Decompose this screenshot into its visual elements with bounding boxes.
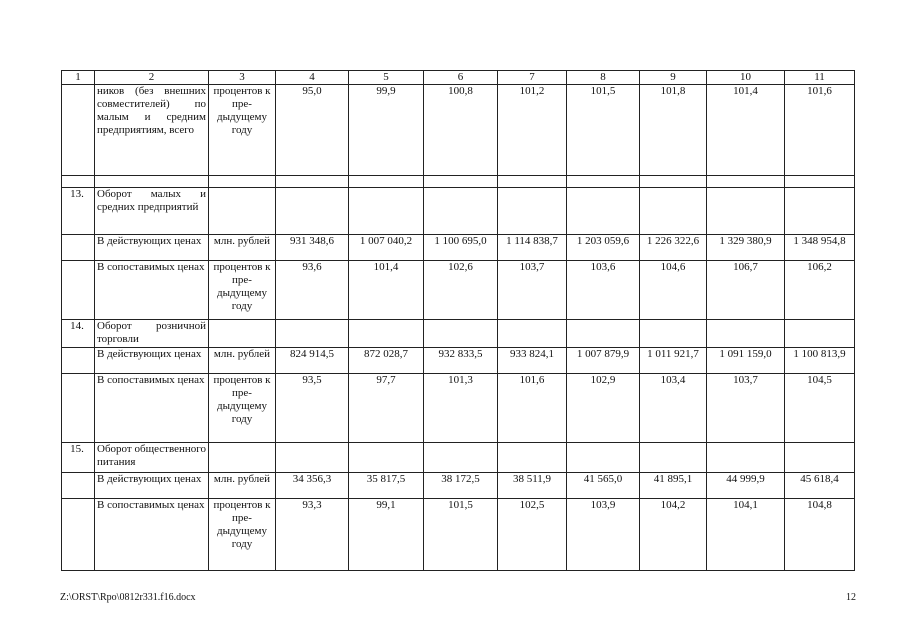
value-cell (785, 320, 855, 348)
table-row (62, 320, 855, 348)
value-cell: 99,1 (349, 499, 424, 571)
value-cell: 102,9 (567, 374, 640, 443)
row-number-cell: 15. (62, 443, 95, 473)
row-number-cell (62, 499, 95, 571)
value-cell: 933 824,1 (498, 348, 567, 374)
value-cell: 35 817,5 (349, 473, 424, 499)
value-cell: 100,8 (424, 85, 498, 176)
value-cell (707, 188, 785, 235)
value-cell (276, 320, 349, 348)
value-cell (276, 176, 349, 188)
row-number-cell (62, 235, 95, 261)
unit-cell (209, 443, 276, 473)
value-cell: 97,7 (349, 374, 424, 443)
header-cell: 10 (707, 71, 785, 85)
value-cell (349, 443, 424, 473)
value-cell (498, 443, 567, 473)
value-cell: 101,4 (707, 85, 785, 176)
value-cell: 1 007 879,9 (567, 348, 640, 374)
row-number-cell (62, 348, 95, 374)
row-number-cell (62, 176, 95, 188)
table-row (62, 85, 855, 176)
value-cell (567, 443, 640, 473)
value-cell: 106,7 (707, 261, 785, 320)
value-cell (707, 320, 785, 348)
header-cell: 4 (276, 71, 349, 85)
value-cell: 99,9 (349, 85, 424, 176)
table-row (62, 473, 855, 499)
header-cell: 8 (567, 71, 640, 85)
value-cell (276, 188, 349, 235)
value-cell (349, 188, 424, 235)
value-cell (707, 443, 785, 473)
value-cell: 1 114 838,7 (498, 235, 567, 261)
value-cell: 931 348,6 (276, 235, 349, 261)
value-cell: 45 618,4 (785, 473, 855, 499)
indicator-cell: В действующих ценах (95, 235, 209, 261)
value-cell (640, 320, 707, 348)
value-cell (424, 443, 498, 473)
table-row (62, 188, 855, 235)
table-row (62, 235, 855, 261)
value-cell: 1 007 040,2 (349, 235, 424, 261)
value-cell: 872 028,7 (349, 348, 424, 374)
value-cell: 102,5 (498, 499, 567, 571)
value-cell: 101,8 (640, 85, 707, 176)
indicator-cell: В действующих ценах (95, 473, 209, 499)
unit-cell: млн. рублей (209, 348, 276, 374)
indicator-cell: Оборот малых и средних предприятий (95, 188, 209, 235)
value-cell (785, 176, 855, 188)
indicator-cell: Оборот общественного питания (95, 443, 209, 473)
unit-cell: млн. рублей (209, 235, 276, 261)
value-cell: 95,0 (276, 85, 349, 176)
table-row (62, 499, 855, 571)
header-cell: 5 (349, 71, 424, 85)
table-row (62, 261, 855, 320)
header-cell: 9 (640, 71, 707, 85)
value-cell: 824 914,5 (276, 348, 349, 374)
value-cell: 1 100 813,9 (785, 348, 855, 374)
value-cell: 93,3 (276, 499, 349, 571)
value-cell: 1 226 322,6 (640, 235, 707, 261)
value-cell (424, 320, 498, 348)
value-cell: 103,7 (498, 261, 567, 320)
header-cell: 1 (62, 71, 95, 85)
table-row (62, 374, 855, 443)
footer-file-path: Z:\ORST\Rpo\0812r331.f16.docx (60, 592, 196, 603)
value-cell (349, 176, 424, 188)
value-cell (567, 188, 640, 235)
row-number-cell: 14. (62, 320, 95, 348)
indicator-cell (95, 176, 209, 188)
row-number-cell (62, 261, 95, 320)
value-cell: 1 348 954,8 (785, 235, 855, 261)
row-number-cell (62, 85, 95, 176)
indicator-cell: В сопоставимых ценах (95, 374, 209, 443)
value-cell: 103,9 (567, 499, 640, 571)
value-cell (424, 176, 498, 188)
header-cell: 2 (95, 71, 209, 85)
value-cell: 1 011 921,7 (640, 348, 707, 374)
header-cell: 7 (498, 71, 567, 85)
value-cell (785, 443, 855, 473)
value-cell: 103,4 (640, 374, 707, 443)
header-row (62, 71, 855, 85)
value-cell: 41 895,1 (640, 473, 707, 499)
value-cell: 93,6 (276, 261, 349, 320)
header-cell: 6 (424, 71, 498, 85)
table-row (62, 443, 855, 473)
indicator-cell: Оборот розничной торговли (95, 320, 209, 348)
value-cell (424, 188, 498, 235)
value-cell (785, 188, 855, 235)
value-cell (349, 320, 424, 348)
value-cell: 93,5 (276, 374, 349, 443)
indicator-cell: В действующих ценах (95, 348, 209, 374)
value-cell: 1 329 380,9 (707, 235, 785, 261)
value-cell: 101,6 (498, 374, 567, 443)
unit-cell: процентов к пре-дыдущему году (209, 374, 276, 443)
unit-cell (209, 188, 276, 235)
value-cell (640, 176, 707, 188)
value-cell: 34 356,3 (276, 473, 349, 499)
value-cell: 1 100 695,0 (424, 235, 498, 261)
value-cell (707, 176, 785, 188)
value-cell: 38 172,5 (424, 473, 498, 499)
value-cell: 1 091 159,0 (707, 348, 785, 374)
statistics-table (61, 70, 855, 571)
indicator-cell: В сопоставимых ценах (95, 261, 209, 320)
row-number-cell (62, 374, 95, 443)
value-cell (498, 320, 567, 348)
value-cell: 104,6 (640, 261, 707, 320)
value-cell (498, 188, 567, 235)
value-cell (640, 188, 707, 235)
unit-cell: процентов к пре-дыдущему году (209, 261, 276, 320)
value-cell: 104,2 (640, 499, 707, 571)
value-cell (276, 443, 349, 473)
value-cell: 101,2 (498, 85, 567, 176)
value-cell (640, 443, 707, 473)
value-cell: 101,5 (424, 499, 498, 571)
unit-cell: процентов к пре-дыдущему году (209, 499, 276, 571)
unit-cell: процентов к пре-дыдущему году (209, 85, 276, 176)
indicator-cell: ников (без внешних совместителей) по малым и средним предприятиям, всего (95, 85, 209, 176)
row-number-cell: 13. (62, 188, 95, 235)
value-cell (567, 320, 640, 348)
header-cell: 11 (785, 71, 855, 85)
indicator-cell: В сопоставимых ценах (95, 499, 209, 571)
value-cell: 38 511,9 (498, 473, 567, 499)
value-cell: 104,8 (785, 499, 855, 571)
value-cell: 103,6 (567, 261, 640, 320)
unit-cell: млн. рублей (209, 473, 276, 499)
unit-cell (209, 176, 276, 188)
value-cell (567, 176, 640, 188)
footer-page-number: 12 (846, 592, 856, 603)
value-cell: 104,1 (707, 499, 785, 571)
value-cell: 101,6 (785, 85, 855, 176)
value-cell: 103,7 (707, 374, 785, 443)
table-row (62, 348, 855, 374)
value-cell: 932 833,5 (424, 348, 498, 374)
value-cell: 104,5 (785, 374, 855, 443)
value-cell: 1 203 059,6 (567, 235, 640, 261)
value-cell (498, 176, 567, 188)
table-row (62, 176, 855, 188)
value-cell: 101,5 (567, 85, 640, 176)
value-cell: 41 565,0 (567, 473, 640, 499)
row-number-cell (62, 473, 95, 499)
value-cell: 44 999,9 (707, 473, 785, 499)
value-cell: 101,3 (424, 374, 498, 443)
unit-cell (209, 320, 276, 348)
value-cell: 106,2 (785, 261, 855, 320)
value-cell: 101,4 (349, 261, 424, 320)
header-cell: 3 (209, 71, 276, 85)
value-cell: 102,6 (424, 261, 498, 320)
